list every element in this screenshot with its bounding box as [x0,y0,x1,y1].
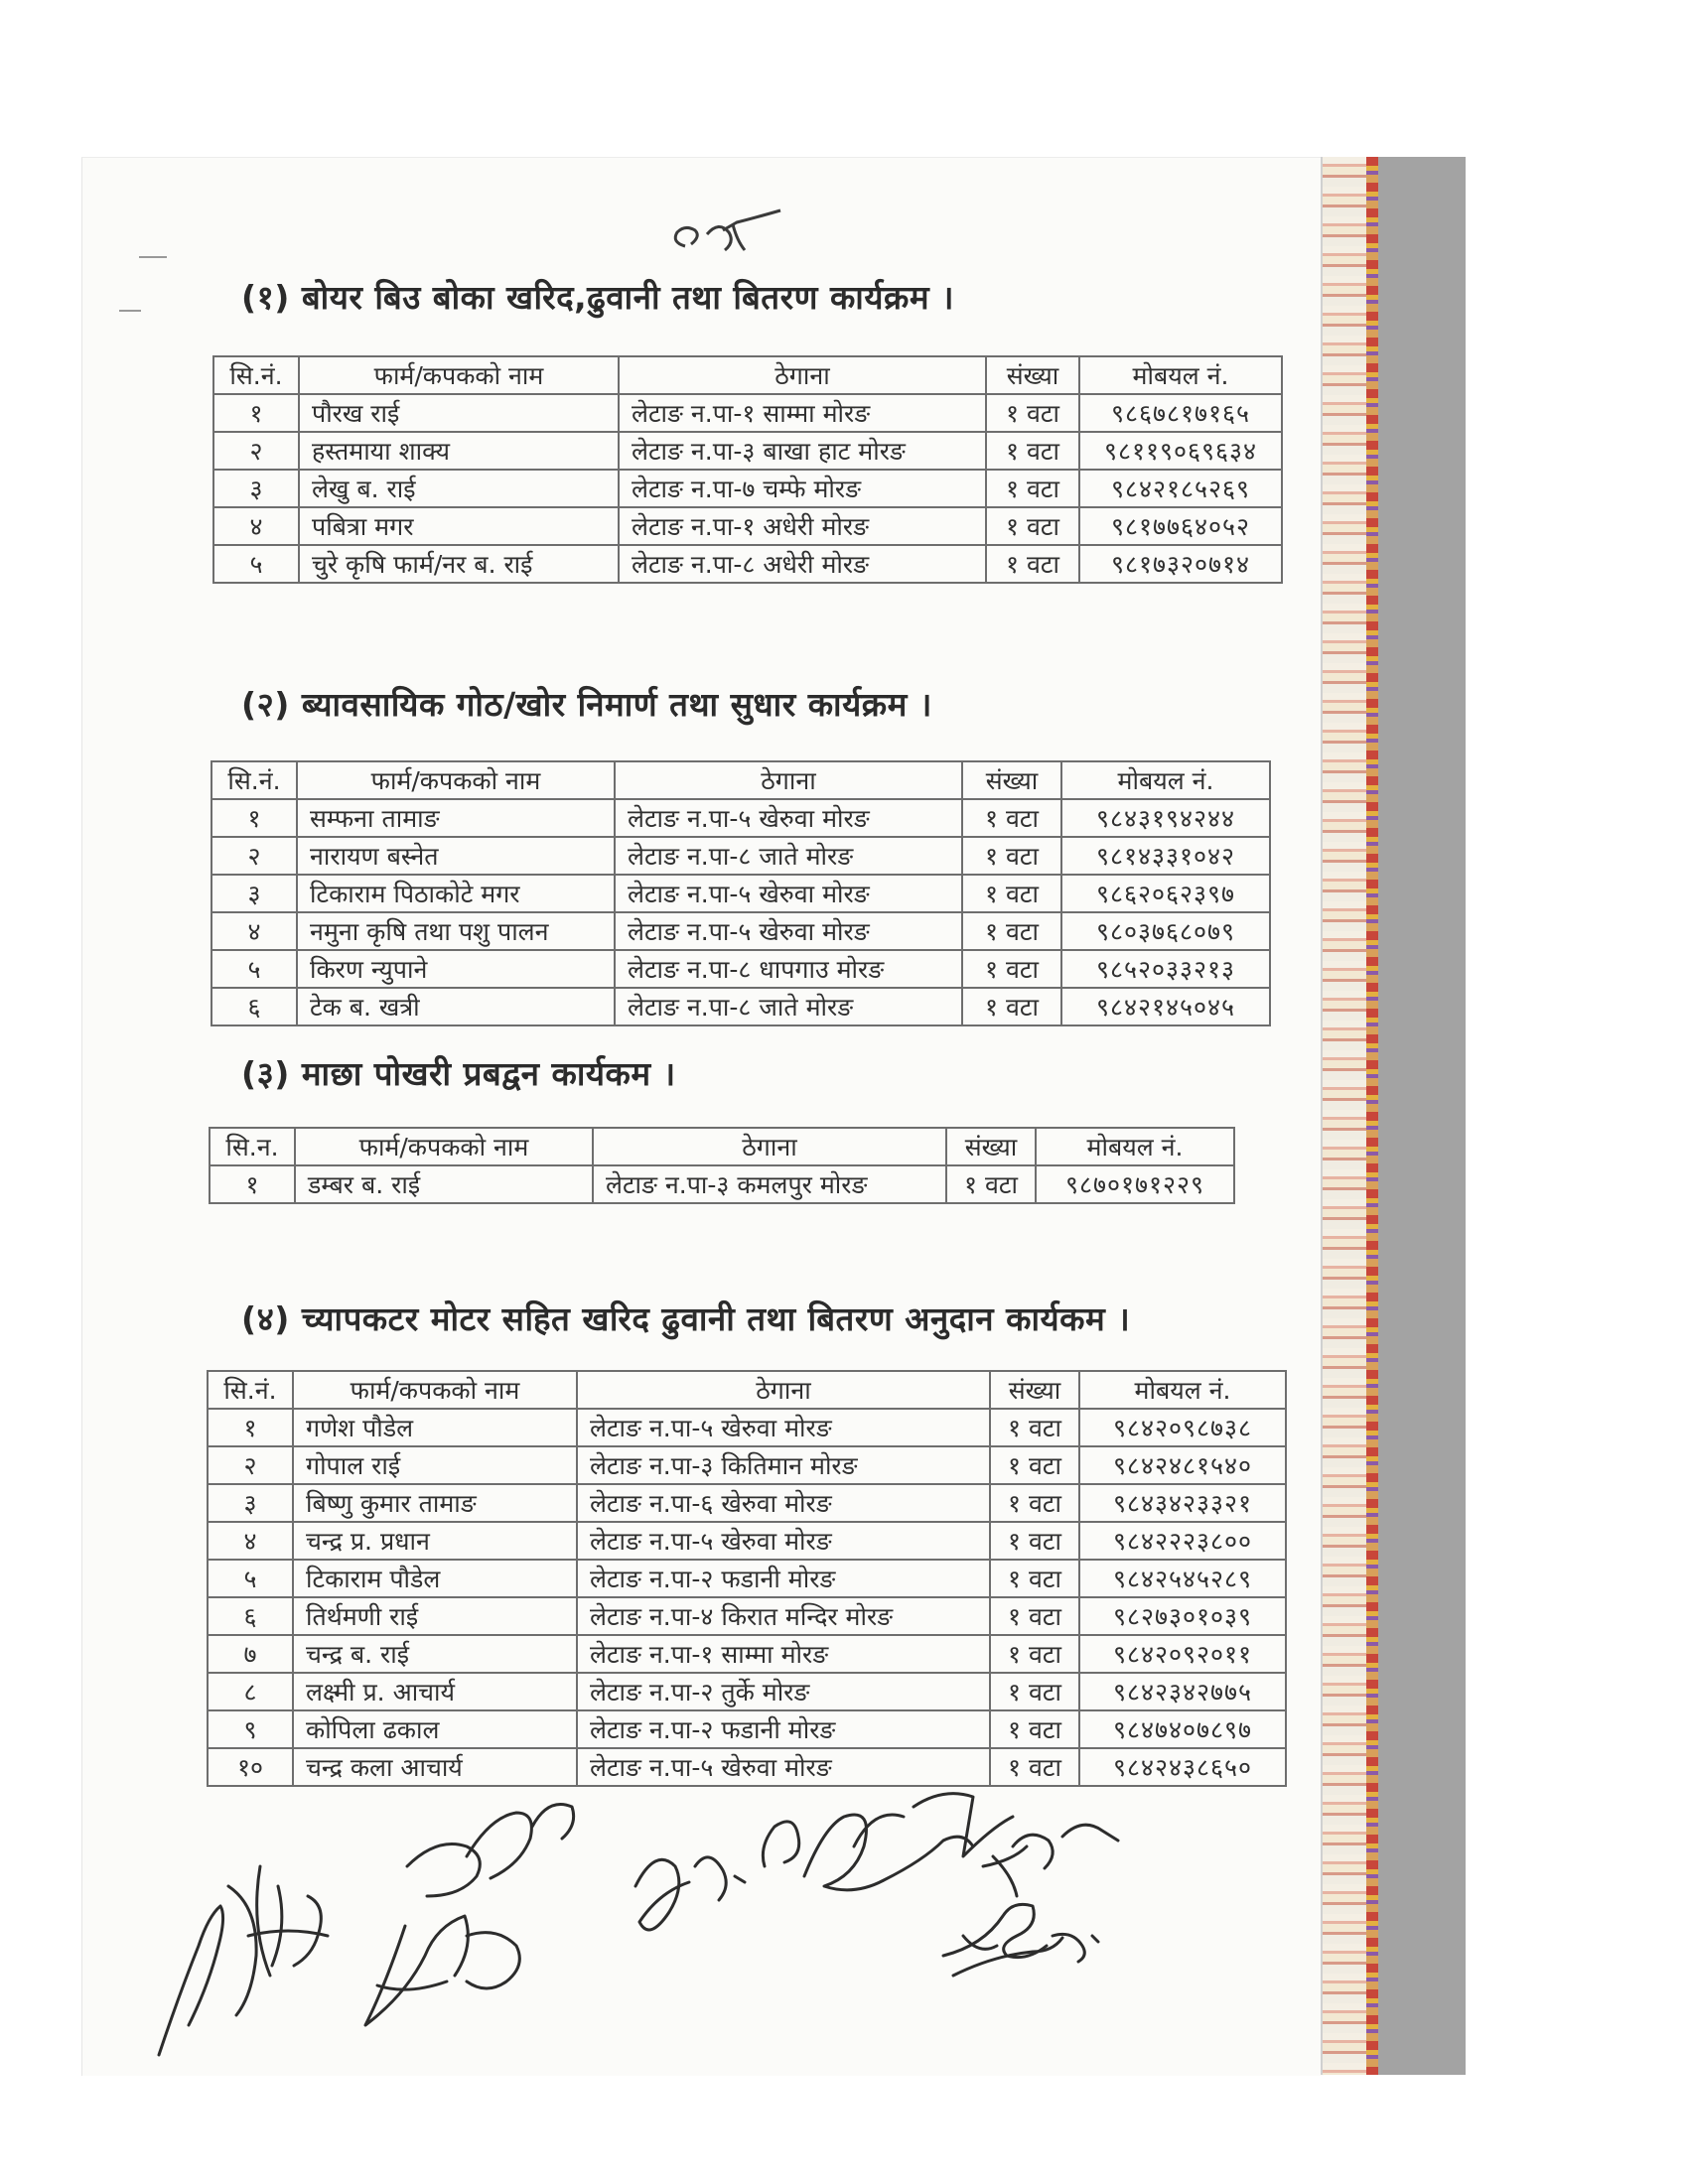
cell-mobile: ९८४२२२३८०० [1079,1522,1286,1560]
cell-sn: १ [210,1165,295,1203]
cell-name: चन्द्र प्र. प्रधान [293,1522,577,1560]
cell-count: १ वटा [962,837,1061,875]
cell-count: १ वटा [990,1560,1079,1597]
cell-mobile: ९८१४३३१०४२ [1061,837,1270,875]
cell-name: चुरे कृषि फार्म/नर ब. राई [299,545,619,583]
cell-mobile: ९८१७३२०७१४ [1079,545,1282,583]
cell-sn: २ [213,432,299,470]
cell-name: नारायण बस्नेत [297,837,615,875]
col-header-name: फार्म/कपकको नाम [299,356,619,394]
cell-sn: १ [211,799,297,837]
cell-name: टेक ब. खत्री [297,988,615,1025]
cell-sn: ३ [208,1484,293,1522]
cell-address: लेटाङ न.पा-५ खेरुवा मोरङ [577,1748,990,1786]
cell-count: १ वटा [986,545,1079,583]
cell-address: लेटाङ न.पा-५ खेरुवा मोरङ [577,1522,990,1560]
cell-name: कोपिला ढकाल [293,1710,577,1748]
cell-sn: ५ [208,1560,293,1597]
cell-address: लेटाङ न.पा-३ कितिमान मोरङ [577,1446,990,1484]
cell-name: गोपाल राई [293,1446,577,1484]
cell-name: सम्फना तामाङ [297,799,615,837]
cell-count: १ वटा [990,1710,1079,1748]
cell-count: १ वटा [990,1446,1079,1484]
cell-address: लेटाङ न.पा-१ साम्मा मोरङ [619,394,986,432]
col-header-name: फार्म/कपकको नाम [293,1371,577,1409]
cell-count: १ वटा [990,1673,1079,1710]
cell-name: पौरख राई [299,394,619,432]
cell-name: हस्तमाया शाक्य [299,432,619,470]
cell-address: लेटाङ न.पा-५ खेरुवा मोरङ [615,799,962,837]
cell-address: लेटाङ न.पा-७ चम्फे मोरङ [619,470,986,507]
cell-address: लेटाङ न.पा-१ अधेरी मोरङ [619,507,986,545]
col-header-name: फार्म/कपकको नाम [295,1128,593,1165]
cell-count: १ वटा [946,1165,1036,1203]
cell-sn: ४ [211,912,297,950]
cell-address: लेटाङ न.पा-५ खेरुवा मोरङ [615,912,962,950]
signature-1 [159,1866,328,2055]
cell-address: लेटाङ न.पा-३ बाखा हाट मोरङ [619,432,986,470]
cell-count: १ वटा [962,875,1061,912]
col-header-name: फार्म/कपकको नाम [297,761,615,799]
cell-name: बिष्णु कुमार तामाङ [293,1484,577,1522]
cell-address: लेटाङ न.पा-४ किरात मन्दिर मोरङ [577,1597,990,1635]
cell-address: लेटाङ न.पा-२ फडानी मोरङ [577,1560,990,1597]
cell-sn: ३ [211,875,297,912]
cell-mobile: ९८६२०६२३९७ [1061,875,1270,912]
cell-count: १ वटा [986,507,1079,545]
signature-2 [365,1805,574,2026]
cell-count: १ वटा [986,394,1079,432]
cell-sn: ६ [211,988,297,1025]
cell-sn: ५ [213,545,299,583]
cell-mobile: ९८४२५४५२८९ [1079,1560,1286,1597]
col-header-sn: सि.नं. [208,1371,293,1409]
col-header-count: संख्या [962,761,1061,799]
cell-count: १ वटा [990,1522,1079,1560]
cell-address: लेटाङ न.पा-६ खेरुवा मोरङ [577,1484,990,1522]
cell-mobile: ९८४७४०७८९७ [1079,1710,1286,1748]
col-header-count: संख्या [990,1371,1079,1409]
signature-3 [635,1822,799,1930]
cell-sn: ६ [208,1597,293,1635]
cell-address: लेटाङ न.पा-१ साम्मा मोरङ [577,1635,990,1673]
cell-name: किरण न्युपाने [297,950,615,988]
col-header-address: ठेगाना [577,1371,990,1409]
cell-mobile: ९८६७८१७१६५ [1079,394,1282,432]
cell-address: लेटाङ न.पा-८ अधेरी मोरङ [619,545,986,583]
col-header-mobile: मोबयल नं. [1036,1128,1234,1165]
cell-sn: १ [213,394,299,432]
cell-name: गणेश पौडेल [293,1409,577,1446]
cell-mobile: ९८४२४८१५४० [1079,1446,1286,1484]
section-title-boer-goat: (१) बोयर बिउ बोका खरिद,ढुवानी तथा बितरण कार्यक्रम । [241,278,955,317]
col-header-address: ठेगाना [593,1128,946,1165]
cell-address: लेटाङ न.पा-२ फडानी मोरङ [577,1710,990,1748]
cell-mobile: ९८४३४२३३२१ [1079,1484,1286,1522]
cell-mobile: ९८४३१९४२४४ [1061,799,1270,837]
cell-count: १ वटा [990,1484,1079,1522]
cell-name: टिकाराम पिठाकोटे मगर [297,875,615,912]
cell-count: १ वटा [986,432,1079,470]
cell-name: टिकाराम पौडेल [293,1560,577,1597]
col-header-address: ठेगाना [615,761,962,799]
cell-name: चन्द्र कला आचार्य [293,1748,577,1786]
cell-count: १ वटा [990,1748,1079,1786]
cell-sn: ४ [208,1522,293,1560]
section-title-livestock-shed: (२) ब्यावसायिक गोठ/खोर निमार्ण तथा सुधार कार्यक्रम । [241,685,932,724]
cell-name: पबित्रा मगर [299,507,619,545]
cell-mobile: ९८०३७६८०७९ [1061,912,1270,950]
cell-sn: ३ [213,470,299,507]
cell-count: १ वटा [962,988,1061,1025]
cell-count: १ वटा [990,1635,1079,1673]
cell-name: तिर्थमणी राई [293,1597,577,1635]
cell-name: डम्बर ब. राई [295,1165,593,1203]
cell-mobile: ९८२७३०१०३९ [1079,1597,1286,1635]
cell-sn: १० [208,1748,293,1786]
cell-mobile: ९८४२३४२७७५ [1079,1673,1286,1710]
cell-name: चन्द्र ब. राई [293,1635,577,1673]
cell-sn: २ [208,1446,293,1484]
col-header-count: संख्या [946,1128,1036,1165]
col-header-sn: सि.नं. [213,356,299,394]
cell-count: १ वटा [962,950,1061,988]
cell-mobile: ९८४२१४५०४५ [1061,988,1270,1025]
cell-name: लक्ष्मी प्र. आचार्य [293,1673,577,1710]
col-header-sn: सि.नं. [211,761,297,799]
col-header-mobile: मोबयल नं. [1079,1371,1286,1409]
cell-address: लेटाङ न.पा-८ जाते मोरङ [615,837,962,875]
cell-address: लेटाङ न.पा-५ खेरुवा मोरङ [577,1409,990,1446]
cell-count: १ वटा [962,912,1061,950]
cell-mobile: ९८११९०६९६३४ [1079,432,1282,470]
signature-4 [804,1794,1118,1896]
cell-sn: ७ [208,1635,293,1673]
signature-5 [943,1904,1098,1976]
cell-count: १ वटा [962,799,1061,837]
cell-mobile: ९८४२१८५२६९ [1079,470,1282,507]
cell-sn: ४ [213,507,299,545]
cell-name: नमुना कृषि तथा पशु पालन [297,912,615,950]
cell-sn: २ [211,837,297,875]
cell-mobile: ९८१७७६४०५२ [1079,507,1282,545]
cell-count: १ वटा [986,470,1079,507]
cell-address: लेटाङ न.पा-३ कमलपुर मोरङ [593,1165,946,1203]
cell-address: लेटाङ न.पा-५ खेरुवा मोरङ [615,875,962,912]
col-header-address: ठेगाना [619,356,986,394]
cell-sn: ९ [208,1710,293,1748]
cell-mobile: ९८७०१७१२२९ [1036,1165,1234,1203]
cell-count: १ वटा [990,1409,1079,1446]
cell-address: लेटाङ न.पा-८ धापगाउ मोरङ [615,950,962,988]
cell-mobile: ९८४२०९२०११ [1079,1635,1286,1673]
cell-name: लेखु ब. राई [299,470,619,507]
cell-mobile: ९८४२४३८६५० [1079,1748,1286,1786]
cell-sn: ८ [208,1673,293,1710]
col-header-sn: सि.न. [210,1128,295,1165]
section-title-chaff-cutter: (४) च्यापकटर मोटर सहित खरिद ढुवानी तथा बितरण अनुदान कार्यकम । [241,1299,1131,1338]
cell-sn: १ [208,1409,293,1446]
cell-address: लेटाङ न.पा-८ जाते मोरङ [615,988,962,1025]
col-header-count: संख्या [986,356,1079,394]
col-header-mobile: मोबयल नं. [1079,356,1282,394]
section-title-fish-pond: (३) माछा पोखरी प्रबद्वन कार्यकम । [241,1054,676,1093]
cell-mobile: ९८५२०३३२१३ [1061,950,1270,988]
cell-address: लेटाङ न.पा-२ तुर्के मोरङ [577,1673,990,1710]
cell-sn: ५ [211,950,297,988]
cell-count: १ वटा [990,1597,1079,1635]
cell-mobile: ९८४२०९८७३८ [1079,1409,1286,1446]
col-header-mobile: मोबयल नं. [1061,761,1270,799]
